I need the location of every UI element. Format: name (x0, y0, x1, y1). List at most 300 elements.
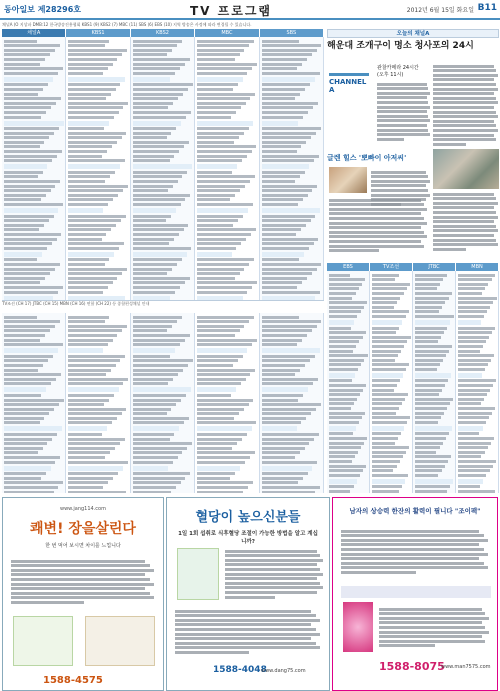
ad2-url[interactable]: www.dang75.com (261, 668, 306, 674)
article-text (329, 197, 429, 257)
listing-line (262, 408, 316, 411)
ad3-body (379, 606, 491, 650)
text-line (433, 115, 498, 118)
listing-line (68, 219, 121, 222)
listing-line (133, 387, 191, 392)
listing-line (68, 175, 110, 178)
listing-line (133, 291, 175, 294)
listing-line (4, 247, 47, 250)
listing-line (133, 242, 169, 245)
listing-line (133, 106, 169, 109)
listing-line (68, 185, 127, 188)
listing-line (197, 155, 247, 158)
listing-line (329, 368, 358, 371)
text-line (377, 110, 427, 113)
text-line (329, 217, 424, 220)
ad2-phone[interactable]: 1588-4048 (213, 665, 267, 675)
listing-line (68, 215, 125, 218)
cable-header-mbn: MBN (456, 263, 499, 271)
listing-line (68, 382, 123, 385)
listing-line (68, 258, 109, 261)
listing-line (372, 359, 395, 362)
listing-line (262, 58, 307, 61)
text-line (433, 138, 496, 141)
channel-header-row (2, 29, 324, 37)
listing-line (329, 412, 365, 415)
listing-line (262, 451, 300, 454)
listing-line (197, 387, 236, 392)
listing-line (68, 238, 101, 241)
text-line (379, 631, 489, 634)
listing-line (372, 426, 404, 431)
listing-line (4, 40, 37, 43)
listing-line (262, 242, 314, 245)
secondary-body (2, 313, 324, 493)
ad-bloodsugar[interactable] (166, 497, 330, 691)
listing-line (197, 466, 240, 471)
listing-line (133, 175, 183, 178)
listing-line (262, 116, 304, 119)
listing-line (415, 336, 441, 339)
text-line (225, 550, 317, 553)
listing-line (458, 451, 485, 454)
listing-line (4, 491, 54, 493)
listing-line (133, 408, 172, 411)
ad-bowel[interactable] (2, 497, 164, 691)
listing-line (197, 461, 245, 464)
listing-line (4, 242, 52, 245)
ad3-phone[interactable]: 1588-8075 (379, 660, 445, 673)
listing-line (133, 382, 169, 385)
listing-line (372, 331, 396, 334)
listing-line (458, 345, 483, 348)
listing-line (262, 378, 318, 381)
listing-line (415, 416, 441, 419)
listing-line (262, 447, 305, 450)
listing-line (458, 331, 492, 334)
listing-line (372, 368, 406, 371)
listing-column (195, 313, 259, 493)
listing-line (4, 208, 58, 213)
listing-line (4, 155, 57, 158)
listing-line (458, 336, 489, 339)
listing-line (133, 208, 176, 213)
listing-line (133, 67, 180, 70)
listing-line (68, 491, 125, 493)
listing-line (372, 315, 406, 318)
listing-line (197, 286, 252, 289)
listing-line (197, 268, 244, 271)
listing-line (197, 141, 234, 144)
listing-line (133, 320, 177, 323)
listing-line (133, 355, 170, 358)
listing-line (197, 438, 242, 441)
listing-line (133, 215, 171, 218)
listing-line (197, 263, 249, 266)
listing-line (68, 116, 113, 119)
listing-line (197, 417, 234, 420)
listing-line (197, 77, 242, 82)
listing-line (68, 263, 104, 266)
listing-line (415, 485, 450, 488)
listing-line (68, 88, 115, 91)
listing-line (133, 486, 176, 489)
listing-line (262, 486, 321, 489)
listing-line (68, 58, 117, 61)
listing-line (329, 350, 353, 353)
listing-line (197, 403, 248, 406)
text-line (225, 554, 320, 557)
listing-line (458, 340, 486, 343)
text-line (11, 564, 150, 567)
text-line (11, 560, 145, 563)
listing-line (68, 451, 110, 454)
listing-line (4, 421, 40, 424)
listing-line (262, 364, 305, 367)
listing-line (415, 274, 447, 277)
listing-line (68, 63, 112, 66)
listing-line (262, 164, 310, 169)
listing-line (68, 316, 109, 319)
listing-line (262, 150, 297, 153)
listing-line (372, 363, 409, 366)
channel-header-mbc: MBC (195, 29, 259, 37)
listing-line (197, 238, 246, 241)
channel-header-a: 채널A (2, 29, 66, 37)
listing-line (262, 403, 321, 406)
listing-line (133, 83, 193, 86)
listing-line (372, 320, 402, 325)
listing-line (197, 145, 256, 148)
listing-line (415, 384, 445, 387)
listing-line (4, 268, 55, 271)
listing-line (262, 472, 308, 475)
text-line (175, 628, 316, 631)
listing-line (372, 379, 400, 382)
listing-line (458, 474, 486, 477)
listing-line (133, 194, 190, 197)
listing-line (329, 393, 360, 396)
listing-line (133, 164, 192, 169)
listing-line (262, 263, 322, 266)
text-line (371, 171, 426, 174)
listing-line (133, 155, 175, 158)
listing-line (329, 446, 361, 449)
listing-line (197, 343, 252, 346)
listing-line (133, 325, 172, 328)
listing-line (68, 447, 115, 450)
listing-line (458, 437, 494, 440)
listing-line (68, 272, 122, 275)
text-line (379, 626, 485, 629)
ad2-tagline: 1일 1회 섭취로 식후혈당 조절이 가능한 방법을 알고 계십니까? (178, 531, 318, 545)
listing-line (4, 359, 48, 362)
listing-line (197, 102, 245, 105)
listing-line (197, 164, 237, 169)
listing-line (133, 466, 168, 471)
listing-line (68, 438, 124, 441)
listing-line (197, 252, 231, 257)
listing-line (262, 369, 301, 372)
listing-line (133, 373, 178, 376)
listing-line (133, 417, 189, 420)
listing-line (262, 233, 296, 236)
listing-line (329, 398, 357, 401)
text-line (377, 124, 427, 127)
listing-line (197, 136, 239, 139)
text-line (433, 124, 496, 127)
listing-line (262, 121, 299, 126)
listing-line (4, 44, 60, 47)
listing-line (372, 292, 404, 295)
listing-line (68, 121, 108, 126)
listing-line (329, 490, 350, 493)
listing-line (133, 433, 175, 436)
listing-line (4, 281, 40, 284)
listing-line (4, 83, 48, 86)
listing-line (4, 136, 49, 139)
listing-line (262, 433, 319, 436)
listing-line (197, 348, 247, 353)
text-line (377, 96, 427, 99)
listing-line (262, 136, 312, 139)
listing-line (68, 325, 127, 328)
listing-line (4, 369, 38, 372)
listing-line (68, 426, 107, 431)
listing-line (197, 394, 231, 397)
listing-line (197, 339, 257, 342)
listing-line (415, 350, 449, 353)
listing-line (262, 272, 312, 275)
listing-line (133, 316, 182, 319)
listing-line (372, 389, 394, 392)
listing-line (329, 359, 364, 362)
listing-line (329, 331, 366, 334)
listing-line (415, 426, 452, 431)
listing-column (2, 313, 66, 493)
listing-line (68, 291, 102, 294)
listing-line (68, 49, 127, 52)
schedule-footnote: TV조선 (CH 17) JTBC (CH 15) MBN (CH 16) 연합 (CH 22) 등 종합편성채널 안내 (2, 300, 324, 306)
listing-line (415, 490, 447, 493)
listing-line (68, 208, 103, 213)
text-line (175, 614, 316, 617)
listing-line (458, 485, 480, 488)
listing-line (133, 329, 167, 332)
listing-line (329, 278, 365, 281)
listing-line (458, 465, 493, 468)
listing-column (456, 271, 499, 493)
text-line (433, 220, 494, 223)
ad1-url[interactable]: www.jang114.com (59, 506, 106, 512)
ad1-phone[interactable]: 1588-4575 (43, 675, 103, 686)
listing-line (372, 437, 398, 440)
ad3-url[interactable]: www.man7575.com (441, 664, 491, 670)
text-line (175, 642, 316, 645)
text-line (225, 568, 320, 571)
listing-line (372, 402, 402, 405)
text-line (225, 573, 323, 576)
listing-line (458, 393, 487, 396)
listing-line (197, 228, 256, 231)
listing-line (197, 359, 237, 362)
listing-line (68, 106, 123, 109)
listing-line (133, 343, 180, 346)
listing-line (4, 141, 44, 144)
listing-line (133, 58, 190, 61)
article-text (433, 63, 499, 149)
listing-line (197, 242, 241, 245)
listing-line (133, 88, 188, 91)
listing-line (329, 485, 354, 488)
newspaper-logo: 동아일보 제28296호 (4, 5, 81, 14)
listing-line (415, 389, 442, 392)
listing-line (262, 412, 312, 415)
listing-line (4, 320, 60, 323)
listing-line (4, 93, 38, 96)
listing-line (4, 339, 40, 342)
listing-line (197, 224, 233, 227)
listing-line (133, 447, 187, 450)
listing-line (133, 44, 177, 47)
listing-line (133, 219, 166, 222)
listing-line (458, 327, 495, 330)
listing-line (133, 369, 183, 372)
text-line (225, 596, 275, 599)
listing-line (68, 77, 125, 82)
listing-line (262, 320, 322, 323)
listing-line (415, 393, 439, 396)
listing-line (197, 364, 233, 367)
listing-line (4, 72, 58, 75)
ad2-body (175, 608, 323, 658)
listing-column (260, 37, 324, 300)
listing-line (262, 88, 305, 91)
listing-line (329, 402, 354, 405)
listing-line (4, 394, 41, 397)
listing-line (4, 215, 54, 218)
listing-line (329, 389, 363, 392)
text-line (11, 578, 150, 581)
text-line (175, 637, 311, 640)
listing-line (68, 136, 121, 139)
listing-line (415, 292, 452, 295)
schedule-body (2, 37, 324, 300)
listing-line (197, 40, 254, 43)
text-line (433, 129, 498, 132)
listing-line (262, 373, 296, 376)
cable-header-ebs: EBS (327, 263, 370, 271)
listing-line (4, 132, 54, 135)
listing-line (4, 77, 53, 82)
text-line (329, 240, 421, 243)
text-line (329, 199, 421, 202)
listing-line (4, 203, 63, 206)
text-line (175, 651, 249, 654)
listing-line (133, 247, 192, 250)
listing-line (415, 340, 438, 343)
listing-line (68, 281, 112, 284)
listing-line (68, 268, 127, 271)
text-line (11, 569, 154, 572)
listing-line (329, 354, 368, 357)
listing-line (197, 355, 242, 358)
listing-line (68, 53, 122, 56)
listing-line (68, 355, 125, 358)
listing-line (372, 345, 404, 348)
ad1-tagline: 한 번 먹어 보시면 차이를 느낍니다 (45, 543, 121, 549)
listing-line (415, 373, 451, 378)
listing-line (262, 382, 313, 385)
issue-date: 2012년 6월 15일 화요일 (406, 7, 474, 14)
listing-line (458, 301, 493, 304)
listing-line (4, 472, 46, 475)
listing-line (4, 145, 40, 148)
listing-line (329, 292, 356, 295)
listing-line (197, 272, 239, 275)
text-line (11, 592, 150, 595)
text-line (433, 193, 494, 196)
listing-line (329, 297, 352, 300)
listing-line (4, 461, 55, 464)
listing-line (133, 272, 167, 275)
listing-line (262, 102, 318, 105)
listing-line (262, 334, 307, 337)
channel-header-kbs2: KBS2 (131, 29, 195, 37)
listing-line (197, 433, 247, 436)
listing-line (415, 301, 445, 304)
listing-line (4, 442, 47, 445)
text-line (329, 231, 424, 234)
text-line (433, 69, 496, 72)
listing-line (372, 465, 397, 468)
listing-line (133, 399, 181, 402)
listing-line (262, 348, 320, 353)
listing-line (458, 315, 484, 318)
listing-line (4, 228, 39, 231)
listing-line (458, 426, 483, 431)
event-badge-icon (343, 602, 373, 652)
ad-men-health[interactable] (332, 497, 498, 691)
listing-line (458, 442, 491, 445)
listing-line (133, 286, 180, 289)
listing-line (197, 477, 230, 480)
listing-line (329, 301, 367, 304)
text-line (433, 101, 498, 104)
listing-line (372, 310, 409, 313)
listing-line (458, 407, 495, 410)
listing-line (68, 242, 124, 245)
listing-line (133, 438, 170, 441)
listing-line (68, 132, 126, 135)
listing-line (68, 378, 128, 381)
listing-line (415, 432, 449, 435)
listing-line (197, 185, 245, 188)
listing-line (262, 44, 322, 47)
listing-line (197, 316, 254, 319)
text-line (225, 586, 323, 589)
listing-line (68, 224, 116, 227)
listing-line (262, 194, 308, 197)
text-line (341, 566, 488, 569)
listing-line (68, 198, 113, 201)
text-line (341, 562, 484, 565)
listing-line (68, 286, 107, 289)
text-line (341, 539, 488, 542)
listing-line (372, 373, 403, 378)
text-line (379, 612, 485, 615)
listing-line (68, 343, 107, 346)
